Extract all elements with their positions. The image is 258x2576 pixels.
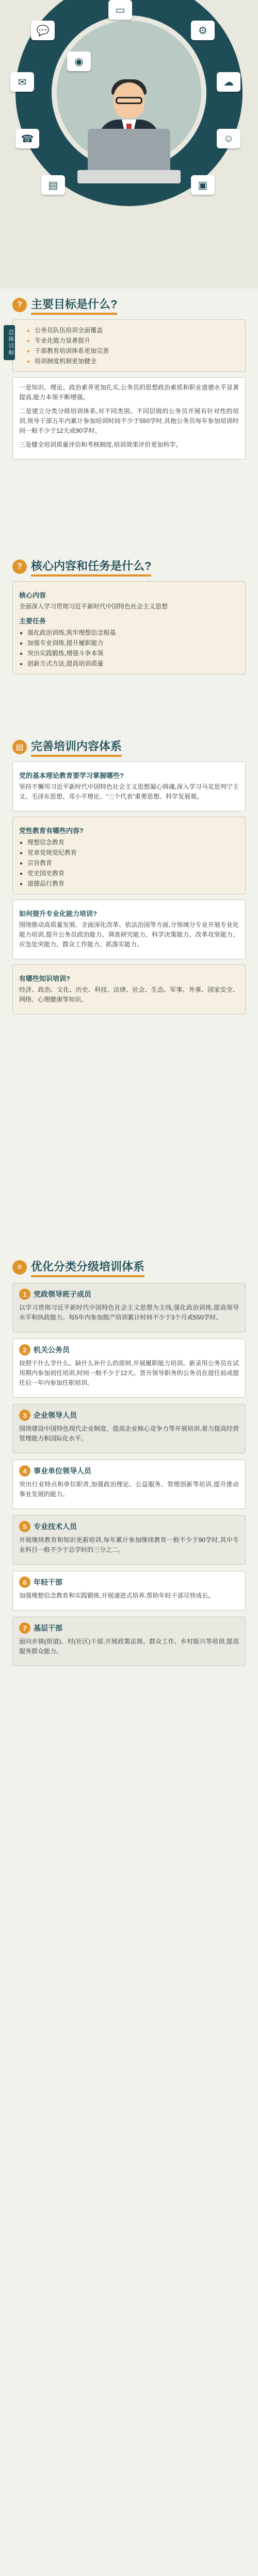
category-title xyxy=(19,1410,239,1421)
chat-icon: 💬 xyxy=(31,21,55,40)
category-text: 开展继续教育和知识更新培训,每年累计参加继续教育一般不少于90学时,其中专业科目一般不少于总学时的三分之二。 xyxy=(19,1536,239,1553)
list-item: • 道德品行教育 xyxy=(27,878,239,889)
section-heading xyxy=(12,737,246,757)
number-badge: 3 xyxy=(19,1410,30,1421)
question: 党的基本理论教育要学习掌握哪些? xyxy=(19,772,124,779)
number-badge: 6 xyxy=(19,1577,30,1588)
section-main-goals xyxy=(8,295,246,460)
list-item: • 培训制度机制更加健全 xyxy=(35,356,239,366)
category-text: 按照干什么学什么、缺什么补什么的原则,开展履职能力培训。新录用公务员在试用期内参加初任培训,时间一般不少于12天。晋升领导职务的公务员在提任前或提任后一年内参加任职培训。 xyxy=(19,1360,239,1386)
category-name: 企业领导人员 xyxy=(34,1411,77,1419)
list-item: • 突出实践锻炼,增强斗争本领 xyxy=(27,648,239,658)
task-list xyxy=(19,628,239,669)
list-item: • 理想信念教育 xyxy=(27,837,239,848)
qa-card xyxy=(12,900,246,959)
number-badge: 7 xyxy=(19,1622,30,1634)
core-card xyxy=(12,581,246,674)
subheading: 核心内容 xyxy=(19,591,46,599)
qa-card xyxy=(12,964,246,1014)
goals-detail-card xyxy=(12,377,246,460)
category-card xyxy=(12,1283,246,1332)
phone-icon: ☎ xyxy=(15,129,39,148)
answer: 坚持不懈用习近平新时代中国特色社会主义思想凝心铸魂,深入学习马克思列宁主义、毛泽东思想、邓小平理论、“三个代表”重要思想、科学发展观。 xyxy=(19,783,239,800)
question: 党性教育有哪些内容? xyxy=(19,827,84,835)
category-title xyxy=(19,1344,239,1355)
category-name: 基层干部 xyxy=(34,1624,62,1632)
list-item: • 创新方式方法,提高培训质量 xyxy=(27,658,239,669)
answer: 围绕推动高质量发展、全面深化改革、依法治国等方面,分领域分专业开展专业化能力培训,提升公务员政治能力、调查研究能力、科学决策能力、改革攻坚能力、应急处突能力、群众工作能力、抓落实能力。 xyxy=(19,921,239,948)
category-title xyxy=(19,1577,239,1588)
category-card xyxy=(12,1571,246,1611)
layers-icon: ≡ xyxy=(12,1260,27,1275)
laptop-illustration xyxy=(88,129,170,171)
category-title xyxy=(19,1622,239,1634)
category-card xyxy=(12,1338,246,1398)
qa-card xyxy=(12,817,246,894)
paragraph: 二是建立分类分级培训体系,对不同类别、不同层级的公务员开展有针对性的培训,领导干部五年内累计参加培训时间不少于550学时,其他公务员每年参加培训时间一般不少于12天或90学时。 xyxy=(19,408,239,434)
mail-icon: ✉ xyxy=(10,72,34,92)
qa-card xyxy=(12,761,246,811)
section-title: 核心内容和任务是什么? xyxy=(31,557,151,577)
category-name: 专业技术人员 xyxy=(34,1522,77,1531)
category-text: 突出行业特点和单位职责,加强政治理论、公益服务、管理创新等培训,提升推动事业发展的能力。 xyxy=(19,1481,239,1498)
list-item: • 党史国史教育 xyxy=(27,868,239,878)
section-title: 主要目标是什么? xyxy=(31,296,117,315)
side-tag: 总体目标 xyxy=(4,325,15,360)
section-classified-training xyxy=(12,1257,246,1666)
number-badge: 5 xyxy=(19,1521,30,1532)
category-name: 党政领导班子成员 xyxy=(34,1290,91,1298)
list-item: • 党章党规党纪教育 xyxy=(27,848,239,858)
category-card xyxy=(12,1515,246,1565)
list-item: • 宗旨教育 xyxy=(27,858,239,868)
category-text: 围绕建设中国特色现代企业制度、提高企业核心竞争力等开展培训,着力提高经营管理能力和国际化水平。 xyxy=(19,1425,239,1442)
section-heading xyxy=(12,556,246,577)
section-heading xyxy=(12,295,246,315)
category-text: 以学习贯彻习近平新时代中国特色社会主义思想为主线,强化政治训练,提高领导水平和执政能力。每5年内参加脱产培训累计时间不少于3个月或550学时。 xyxy=(19,1304,239,1321)
book-icon: ▤ xyxy=(12,740,27,754)
camera-icon: ◉ xyxy=(67,52,91,71)
category-card xyxy=(12,1404,246,1453)
section-title: 完善培训内容体系 xyxy=(31,738,122,757)
number-badge: 2 xyxy=(19,1344,30,1355)
list-item: • 干部教育培训体系更加完善 xyxy=(35,346,239,356)
list-item: • 公务员队伍培训全面覆盖 xyxy=(35,325,239,335)
number-badge: 1 xyxy=(19,1289,30,1300)
subheading: 主要任务 xyxy=(19,617,46,625)
question: 如何提升专业化能力培训? xyxy=(19,910,97,918)
list-item: • 加强专业训练,提升履职能力 xyxy=(27,638,239,648)
user-icon: ☺ xyxy=(217,129,240,148)
category-card xyxy=(12,1617,246,1666)
monitor-icon: ▭ xyxy=(108,0,132,20)
section-heading xyxy=(12,1257,246,1278)
answer-list xyxy=(19,837,239,889)
laptop-base xyxy=(77,170,181,183)
paragraph: 一是知识、理论、政治素养更加扎实,公务员的思想政治素质和职业道德水平显著提高,能力本领不断增强。 xyxy=(19,384,239,401)
goal-list xyxy=(26,325,239,366)
question-icon: ? xyxy=(12,298,27,312)
goals-card xyxy=(8,319,246,372)
hero-banner xyxy=(0,0,258,289)
folder-icon: ▣ xyxy=(191,175,215,195)
category-name: 机关公务员 xyxy=(34,1346,70,1354)
section-training-content xyxy=(12,737,246,1014)
section-title: 优化分类分级培训体系 xyxy=(31,1258,144,1277)
gear-icon: ⚙ xyxy=(191,21,215,40)
question: 有哪些知识培训? xyxy=(19,975,70,982)
category-text: 加强理想信念教育和实践锻炼,开展递进式培养,帮助年轻干部尽快成长。 xyxy=(19,1592,215,1599)
category-text: 面向乡镇(街道)、村(社区)干部,开展政策法规、群众工作、乡村振兴等培训,提高服务群众能力。 xyxy=(19,1638,239,1655)
section-core-content xyxy=(12,556,246,674)
category-name: 事业单位领导人员 xyxy=(34,1467,91,1475)
category-title xyxy=(19,1521,239,1532)
number-badge: 4 xyxy=(19,1465,30,1477)
paragraph: 三是健全培训质量评估和考核制度,培训效果评价更加科学。 xyxy=(19,441,182,448)
list-item: • 专业化能力显著提升 xyxy=(35,335,239,346)
category-card xyxy=(12,1460,246,1509)
list-item: • 强化政治训练,筑牢理想信念根基 xyxy=(27,628,239,638)
question-icon: ? xyxy=(12,560,27,574)
paragraph: 全面深入学习贯彻习近平新时代中国特色社会主义思想 xyxy=(19,603,168,610)
answer: 经济、政治、文化、历史、科技、法律、社会、生态、军事、外事、国家安全、网络、心理健康等知识。 xyxy=(19,986,239,1003)
cloud-icon: ☁ xyxy=(217,72,240,92)
chart-icon: ▤ xyxy=(41,175,65,195)
category-title xyxy=(19,1289,239,1300)
category-name: 年轻干部 xyxy=(34,1578,62,1586)
category-title xyxy=(19,1465,239,1477)
